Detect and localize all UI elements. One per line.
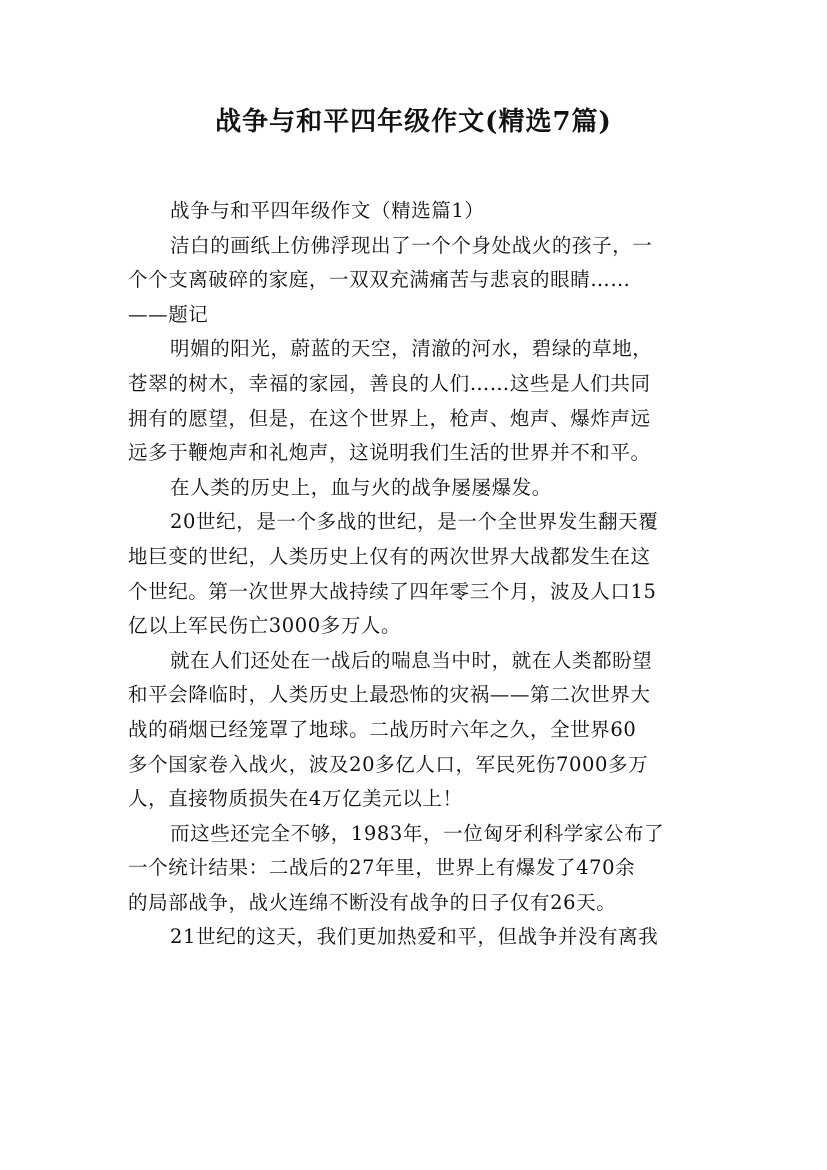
text-line: 多个国家卷入战火，波及20多亿人口，军民死伤7000多万 <box>128 752 649 776</box>
text-line: 在人类的历史上，血与火的战争屡屡爆发。 <box>170 475 552 499</box>
text-line: 苍翠的树木，幸福的家园，善良的人们……这些是人们共同 <box>128 371 651 395</box>
text-line: 20世纪，是一个多战的世纪，是一个全世界发生翻天覆 <box>170 510 659 534</box>
document-body <box>128 194 712 955</box>
text-line: 和平会降临时，人类历史上最恐怖的灾祸——第二次世界大 <box>128 683 651 707</box>
text-line: 明媚的阳光，蔚蓝的天空，清澈的河水，碧绿的草地， <box>170 337 653 361</box>
text-line: 地巨变的世纪，人类历史上仅有的两次世界大战都发生在这 <box>128 544 651 568</box>
text-line: 一个统计结果：二战后的27年里，世界上有爆发了470余 <box>128 856 636 880</box>
text-line: 亿以上军民伤亡3000多万人。 <box>128 614 402 638</box>
text-line: 远多于鞭炮声和礼炮声，这说明我们生活的世界并不和平。 <box>128 441 651 465</box>
text-line: 个个支离破碎的家庭，一双双充满痛苦与悲哀的眼睛…… <box>128 268 631 292</box>
text-line: 而这些还完全不够，1983年，一位匈牙利科学家公布了 <box>170 821 665 845</box>
text-line: 个世纪。第一次世界大战持续了四年零三个月，波及人口15 <box>128 579 657 603</box>
document-title: 战争与和平四年级作文(精选7篇) <box>215 107 612 137</box>
text-line: 的局部战争，战火连绵不断没有战争的日子仅有26天。 <box>128 890 617 914</box>
text-line: 拥有的愿望，但是，在这个世界上，枪声、炮声、爆炸声远 <box>128 406 651 430</box>
text-line: 战争与和平四年级作文（精选篇1） <box>170 199 485 222</box>
text-line: 战的硝烟已经笼罩了地球。二战历时六年之久，全世界60 <box>128 717 637 741</box>
text-line: 洁白的画纸上仿佛浮现出了一个个身处战火的孩子，一 <box>170 233 653 257</box>
text-line: 人，直接物质损失在4万亿美元以上！ <box>128 787 463 811</box>
text-line: 21世纪的这天，我们更加热爱和平，但战争并没有离我 <box>170 925 659 949</box>
text-line: ——题记 <box>128 302 209 326</box>
text-line: 就在人们还处在一战后的喘息当中时，就在人类都盼望 <box>170 648 653 672</box>
